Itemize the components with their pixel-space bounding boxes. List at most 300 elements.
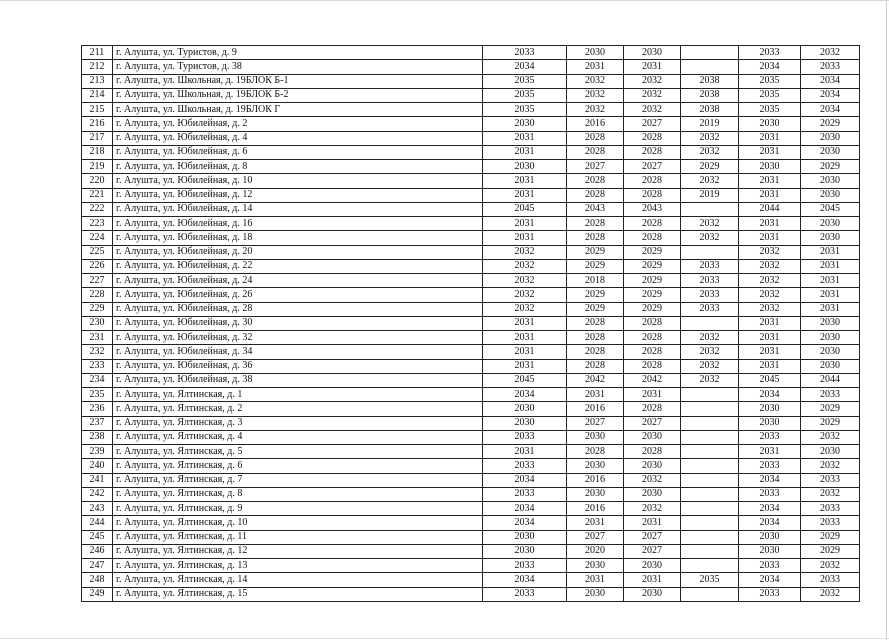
year-cell: 2034 xyxy=(483,573,567,587)
table-row xyxy=(82,587,860,601)
row-number: 227 xyxy=(82,274,113,288)
year-cell: 2043 xyxy=(624,202,681,216)
year-cell: 2027 xyxy=(624,416,681,430)
address-cell: г. Алушта, ул. Юбилейная, д. 30 xyxy=(113,316,483,330)
year-cell: 2035 xyxy=(483,88,567,102)
year-cell: 2029 xyxy=(567,259,624,273)
table-row xyxy=(82,74,860,88)
year-cell: 2030 xyxy=(483,160,567,174)
year-cell: 2045 xyxy=(739,373,801,387)
year-cell: 2031 xyxy=(483,316,567,330)
year-cell: 2031 xyxy=(739,445,801,459)
year-cell: 2027 xyxy=(567,530,624,544)
year-cell: 2035 xyxy=(483,74,567,88)
year-cell: 2029 xyxy=(624,245,681,259)
row-number: 246 xyxy=(82,544,113,558)
year-cell: 2029 xyxy=(624,259,681,273)
year-cell: 2029 xyxy=(801,530,860,544)
year-cell: 2018 xyxy=(567,274,624,288)
row-number: 221 xyxy=(82,188,113,202)
year-cell: 2032 xyxy=(681,359,739,373)
scan-edge-top xyxy=(0,0,889,1)
year-cell: 2016 xyxy=(567,502,624,516)
address-cell: г. Алушта, ул. Ялтинская, д. 13 xyxy=(113,559,483,573)
year-cell: 2028 xyxy=(624,188,681,202)
year-cell: 2028 xyxy=(624,145,681,159)
table-row xyxy=(82,188,860,202)
address-cell: г. Алушта, ул. Ялтинская, д. 4 xyxy=(113,430,483,444)
year-cell xyxy=(681,487,739,501)
year-cell: 2031 xyxy=(483,145,567,159)
address-cell: г. Алушта, ул. Юбилейная, д. 20 xyxy=(113,245,483,259)
row-number: 245 xyxy=(82,530,113,544)
table-row xyxy=(82,430,860,444)
table-row xyxy=(82,46,860,60)
year-cell: 2028 xyxy=(567,217,624,231)
scan-edge-right xyxy=(886,0,887,640)
year-cell: 2031 xyxy=(739,217,801,231)
year-cell: 2034 xyxy=(739,388,801,402)
year-cell: 2019 xyxy=(681,117,739,131)
address-cell: г. Алушта, ул. Юбилейная, д. 8 xyxy=(113,160,483,174)
year-cell: 2030 xyxy=(483,416,567,430)
row-number: 234 xyxy=(82,373,113,387)
year-cell: 2044 xyxy=(801,373,860,387)
row-number: 240 xyxy=(82,459,113,473)
year-cell: 2031 xyxy=(483,174,567,188)
table-row xyxy=(82,316,860,330)
year-cell: 2031 xyxy=(801,274,860,288)
table-row xyxy=(82,288,860,302)
row-number: 243 xyxy=(82,502,113,516)
year-cell: 2030 xyxy=(801,345,860,359)
year-cell: 2038 xyxy=(681,103,739,117)
year-cell: 2032 xyxy=(801,459,860,473)
row-number: 239 xyxy=(82,445,113,459)
row-number: 232 xyxy=(82,345,113,359)
year-cell: 2043 xyxy=(567,202,624,216)
row-number: 238 xyxy=(82,430,113,444)
year-cell: 2030 xyxy=(739,402,801,416)
year-cell: 2031 xyxy=(483,217,567,231)
year-cell: 2031 xyxy=(624,60,681,74)
year-cell: 2032 xyxy=(681,217,739,231)
year-cell: 2027 xyxy=(624,117,681,131)
address-cell: г. Алушта, ул. Ялтинская, д. 6 xyxy=(113,459,483,473)
year-cell: 2031 xyxy=(739,345,801,359)
year-cell: 2035 xyxy=(739,74,801,88)
row-number: 213 xyxy=(82,74,113,88)
year-cell: 2032 xyxy=(624,103,681,117)
year-cell: 2031 xyxy=(483,445,567,459)
year-cell: 2030 xyxy=(739,530,801,544)
year-cell: 2030 xyxy=(567,487,624,501)
year-cell: 2027 xyxy=(567,160,624,174)
year-cell: 2030 xyxy=(801,231,860,245)
year-cell: 2028 xyxy=(624,217,681,231)
year-cell: 2032 xyxy=(739,288,801,302)
year-cell: 2034 xyxy=(483,388,567,402)
table-row xyxy=(82,516,860,530)
year-cell: 2034 xyxy=(801,103,860,117)
row-number: 218 xyxy=(82,145,113,159)
year-cell: 2028 xyxy=(624,131,681,145)
table-row xyxy=(82,359,860,373)
year-cell: 2034 xyxy=(483,502,567,516)
table-row xyxy=(82,416,860,430)
row-number: 237 xyxy=(82,416,113,430)
year-cell: 2032 xyxy=(801,487,860,501)
year-cell xyxy=(681,46,739,60)
row-number: 249 xyxy=(82,587,113,601)
year-cell: 2033 xyxy=(483,430,567,444)
table-row xyxy=(82,88,860,102)
year-cell: 2032 xyxy=(739,259,801,273)
table-row xyxy=(82,174,860,188)
year-cell: 2033 xyxy=(801,60,860,74)
year-cell: 2044 xyxy=(739,202,801,216)
year-cell: 2029 xyxy=(681,160,739,174)
year-cell: 2030 xyxy=(483,544,567,558)
year-cell: 2030 xyxy=(624,559,681,573)
year-cell: 2033 xyxy=(681,259,739,273)
year-cell: 2016 xyxy=(567,473,624,487)
year-cell: 2030 xyxy=(483,117,567,131)
year-cell: 2031 xyxy=(739,145,801,159)
year-cell: 2029 xyxy=(567,245,624,259)
year-cell: 2030 xyxy=(801,316,860,330)
address-cell: г. Алушта, ул. Ялтинская, д. 2 xyxy=(113,402,483,416)
table-row xyxy=(82,160,860,174)
row-number: 241 xyxy=(82,473,113,487)
address-cell: г. Алушта, ул. Юбилейная, д. 22 xyxy=(113,259,483,273)
year-cell: 2031 xyxy=(483,359,567,373)
year-cell: 2031 xyxy=(483,345,567,359)
year-cell: 2032 xyxy=(681,231,739,245)
year-cell: 2030 xyxy=(801,331,860,345)
year-cell: 2030 xyxy=(483,402,567,416)
year-cell: 2031 xyxy=(739,359,801,373)
year-cell: 2031 xyxy=(739,174,801,188)
year-cell: 2032 xyxy=(681,373,739,387)
year-cell: 2032 xyxy=(681,131,739,145)
year-cell: 2031 xyxy=(483,331,567,345)
year-cell: 2028 xyxy=(567,231,624,245)
year-cell: 2028 xyxy=(624,174,681,188)
year-cell: 2030 xyxy=(739,544,801,558)
year-cell xyxy=(681,388,739,402)
year-cell: 2033 xyxy=(681,274,739,288)
year-cell: 2032 xyxy=(681,331,739,345)
year-cell: 2028 xyxy=(567,131,624,145)
year-cell: 2032 xyxy=(567,103,624,117)
year-cell: 2029 xyxy=(567,288,624,302)
year-cell: 2035 xyxy=(483,103,567,117)
year-cell: 2032 xyxy=(681,345,739,359)
year-cell: 2030 xyxy=(624,430,681,444)
year-cell: 2030 xyxy=(739,416,801,430)
year-cell: 2028 xyxy=(567,316,624,330)
year-cell: 2045 xyxy=(483,202,567,216)
year-cell: 2030 xyxy=(801,445,860,459)
year-cell: 2030 xyxy=(801,131,860,145)
table-row xyxy=(82,573,860,587)
year-cell: 2031 xyxy=(483,131,567,145)
address-cell: г. Алушта, ул. Школьная, д. 19БЛОК Б-2 xyxy=(113,88,483,102)
year-cell: 2045 xyxy=(801,202,860,216)
year-cell xyxy=(681,516,739,530)
address-cell: г. Алушта, ул. Ялтинская, д. 14 xyxy=(113,573,483,587)
year-cell: 2032 xyxy=(681,145,739,159)
year-cell: 2027 xyxy=(624,160,681,174)
year-cell: 2031 xyxy=(624,573,681,587)
year-cell: 2032 xyxy=(483,245,567,259)
address-cell: г. Алушта, ул. Юбилейная, д. 6 xyxy=(113,145,483,159)
year-cell: 2038 xyxy=(681,74,739,88)
year-cell: 2031 xyxy=(739,331,801,345)
year-cell: 2031 xyxy=(624,388,681,402)
address-cell: г. Алушта, ул. Юбилейная, д. 32 xyxy=(113,331,483,345)
address-cell: г. Алушта, ул. Ялтинская, д. 9 xyxy=(113,502,483,516)
year-cell: 2030 xyxy=(801,188,860,202)
table-body xyxy=(82,46,860,602)
year-cell xyxy=(681,245,739,259)
address-cell: г. Алушта, ул. Ялтинская, д. 3 xyxy=(113,416,483,430)
year-cell: 2030 xyxy=(483,530,567,544)
year-cell: 2045 xyxy=(483,373,567,387)
year-cell: 2028 xyxy=(624,345,681,359)
table-row xyxy=(82,373,860,387)
year-cell: 2032 xyxy=(624,88,681,102)
table-row xyxy=(82,145,860,159)
year-cell: 2019 xyxy=(681,188,739,202)
row-number: 222 xyxy=(82,202,113,216)
year-cell: 2031 xyxy=(739,231,801,245)
year-cell: 2028 xyxy=(624,316,681,330)
table-row xyxy=(82,274,860,288)
year-cell: 2031 xyxy=(801,245,860,259)
year-cell: 2032 xyxy=(739,302,801,316)
year-cell: 2031 xyxy=(567,516,624,530)
year-cell xyxy=(681,473,739,487)
row-number: 230 xyxy=(82,316,113,330)
row-number: 242 xyxy=(82,487,113,501)
address-cell: г. Алушта, ул. Юбилейная, д. 2 xyxy=(113,117,483,131)
address-cell: г. Алушта, ул. Ялтинская, д. 8 xyxy=(113,487,483,501)
year-cell: 2032 xyxy=(681,174,739,188)
table-row xyxy=(82,544,860,558)
year-cell: 2030 xyxy=(801,217,860,231)
year-cell: 2034 xyxy=(483,516,567,530)
address-cell: г. Алушта, ул. Ялтинская, д. 10 xyxy=(113,516,483,530)
table-row xyxy=(82,117,860,131)
year-cell: 2031 xyxy=(567,573,624,587)
year-cell xyxy=(681,316,739,330)
year-cell xyxy=(681,202,739,216)
year-cell: 2028 xyxy=(567,345,624,359)
year-cell xyxy=(681,416,739,430)
year-cell: 2034 xyxy=(483,473,567,487)
year-cell: 2031 xyxy=(801,302,860,316)
year-cell xyxy=(681,559,739,573)
year-cell: 2033 xyxy=(483,46,567,60)
year-cell: 2016 xyxy=(567,402,624,416)
table-row xyxy=(82,202,860,216)
table-row xyxy=(82,331,860,345)
year-cell: 2030 xyxy=(739,117,801,131)
year-cell: 2031 xyxy=(483,188,567,202)
year-cell: 2032 xyxy=(624,473,681,487)
row-number: 248 xyxy=(82,573,113,587)
address-cell: г. Алушта, ул. Ялтинская, д. 15 xyxy=(113,587,483,601)
table-row xyxy=(82,502,860,516)
year-cell: 2038 xyxy=(681,88,739,102)
year-cell: 2028 xyxy=(624,359,681,373)
year-cell: 2029 xyxy=(801,544,860,558)
row-number: 214 xyxy=(82,88,113,102)
year-cell: 2034 xyxy=(801,74,860,88)
year-cell: 2028 xyxy=(624,231,681,245)
row-number: 231 xyxy=(82,331,113,345)
year-cell: 2029 xyxy=(567,302,624,316)
table-row xyxy=(82,217,860,231)
year-cell: 2033 xyxy=(739,559,801,573)
address-cell: г. Алушта, ул. Школьная, д. 19БЛОК Г xyxy=(113,103,483,117)
year-cell: 2031 xyxy=(739,131,801,145)
year-cell xyxy=(681,530,739,544)
table-row xyxy=(82,245,860,259)
year-cell: 2033 xyxy=(739,459,801,473)
address-cell: г. Алушта, ул. Юбилейная, д. 28 xyxy=(113,302,483,316)
table-row xyxy=(82,530,860,544)
address-cell: г. Алушта, ул. Ялтинская, д. 7 xyxy=(113,473,483,487)
year-cell: 2028 xyxy=(624,331,681,345)
year-cell: 2016 xyxy=(567,117,624,131)
year-cell: 2032 xyxy=(801,430,860,444)
table-row xyxy=(82,231,860,245)
address-cell: г. Алушта, ул. Ялтинская, д. 12 xyxy=(113,544,483,558)
year-cell: 2032 xyxy=(483,259,567,273)
year-cell xyxy=(681,430,739,444)
year-cell: 2035 xyxy=(739,103,801,117)
year-cell: 2031 xyxy=(567,388,624,402)
year-cell: 2033 xyxy=(801,516,860,530)
row-number: 247 xyxy=(82,559,113,573)
table-row xyxy=(82,60,860,74)
year-cell: 2034 xyxy=(739,573,801,587)
year-cell: 2035 xyxy=(681,573,739,587)
year-cell: 2032 xyxy=(739,245,801,259)
row-number: 211 xyxy=(82,46,113,60)
address-cell: г. Алушта, ул. Ялтинская, д. 1 xyxy=(113,388,483,402)
table-row xyxy=(82,345,860,359)
year-cell: 2030 xyxy=(567,559,624,573)
row-number: 223 xyxy=(82,217,113,231)
year-cell xyxy=(681,445,739,459)
year-cell: 2033 xyxy=(801,502,860,516)
year-cell: 2029 xyxy=(624,288,681,302)
table-row xyxy=(82,559,860,573)
row-number: 235 xyxy=(82,388,113,402)
row-number: 226 xyxy=(82,259,113,273)
year-cell: 2031 xyxy=(567,60,624,74)
address-cell: г. Алушта, ул. Юбилейная, д. 12 xyxy=(113,188,483,202)
year-cell: 2032 xyxy=(801,559,860,573)
year-cell: 2033 xyxy=(801,473,860,487)
scan-edge-bottom xyxy=(0,638,889,639)
year-cell: 2031 xyxy=(483,231,567,245)
table-row xyxy=(82,302,860,316)
year-cell: 2031 xyxy=(801,288,860,302)
year-cell: 2032 xyxy=(483,274,567,288)
address-cell: г. Алушта, ул. Юбилейная, д. 16 xyxy=(113,217,483,231)
table-row xyxy=(82,103,860,117)
year-cell: 2028 xyxy=(624,402,681,416)
year-cell: 2033 xyxy=(681,288,739,302)
year-cell: 2042 xyxy=(567,373,624,387)
year-cell: 2027 xyxy=(624,544,681,558)
table-row xyxy=(82,388,860,402)
address-cell: г. Алушта, ул. Юбилейная, д. 4 xyxy=(113,131,483,145)
year-cell: 2028 xyxy=(624,445,681,459)
row-number: 244 xyxy=(82,516,113,530)
row-number: 219 xyxy=(82,160,113,174)
address-cell: г. Алушта, ул. Ялтинская, д. 11 xyxy=(113,530,483,544)
table-row xyxy=(82,131,860,145)
year-cell: 2031 xyxy=(624,516,681,530)
year-cell: 2028 xyxy=(567,331,624,345)
year-cell: 2030 xyxy=(739,160,801,174)
year-cell: 2033 xyxy=(681,302,739,316)
year-cell: 2032 xyxy=(739,274,801,288)
table-row xyxy=(82,402,860,416)
year-cell: 2030 xyxy=(801,359,860,373)
row-number: 229 xyxy=(82,302,113,316)
year-cell: 2035 xyxy=(739,88,801,102)
year-cell: 2033 xyxy=(801,388,860,402)
year-cell: 2029 xyxy=(624,274,681,288)
housing-schedule-table xyxy=(81,45,860,602)
year-cell: 2028 xyxy=(567,174,624,188)
year-cell: 2020 xyxy=(567,544,624,558)
year-cell: 2032 xyxy=(624,502,681,516)
year-cell: 2029 xyxy=(801,160,860,174)
year-cell: 2030 xyxy=(567,587,624,601)
year-cell: 2033 xyxy=(483,459,567,473)
address-cell: г. Алушта, ул. Юбилейная, д. 18 xyxy=(113,231,483,245)
year-cell: 2030 xyxy=(801,145,860,159)
address-cell: г. Алушта, ул. Юбилейная, д. 24 xyxy=(113,274,483,288)
year-cell: 2030 xyxy=(567,459,624,473)
table-row xyxy=(82,259,860,273)
year-cell: 2028 xyxy=(567,445,624,459)
year-cell: 2031 xyxy=(801,259,860,273)
year-cell: 2034 xyxy=(801,88,860,102)
table-row xyxy=(82,445,860,459)
year-cell: 2033 xyxy=(483,587,567,601)
year-cell: 2032 xyxy=(567,88,624,102)
year-cell: 2033 xyxy=(739,587,801,601)
year-cell: 2029 xyxy=(801,416,860,430)
year-cell xyxy=(681,587,739,601)
table-row xyxy=(82,487,860,501)
row-number: 236 xyxy=(82,402,113,416)
year-cell: 2033 xyxy=(483,487,567,501)
year-cell: 2034 xyxy=(483,60,567,74)
address-cell: г. Алушта, ул. Школьная, д. 19БЛОК Б-1 xyxy=(113,74,483,88)
row-number: 216 xyxy=(82,117,113,131)
year-cell: 2032 xyxy=(801,46,860,60)
